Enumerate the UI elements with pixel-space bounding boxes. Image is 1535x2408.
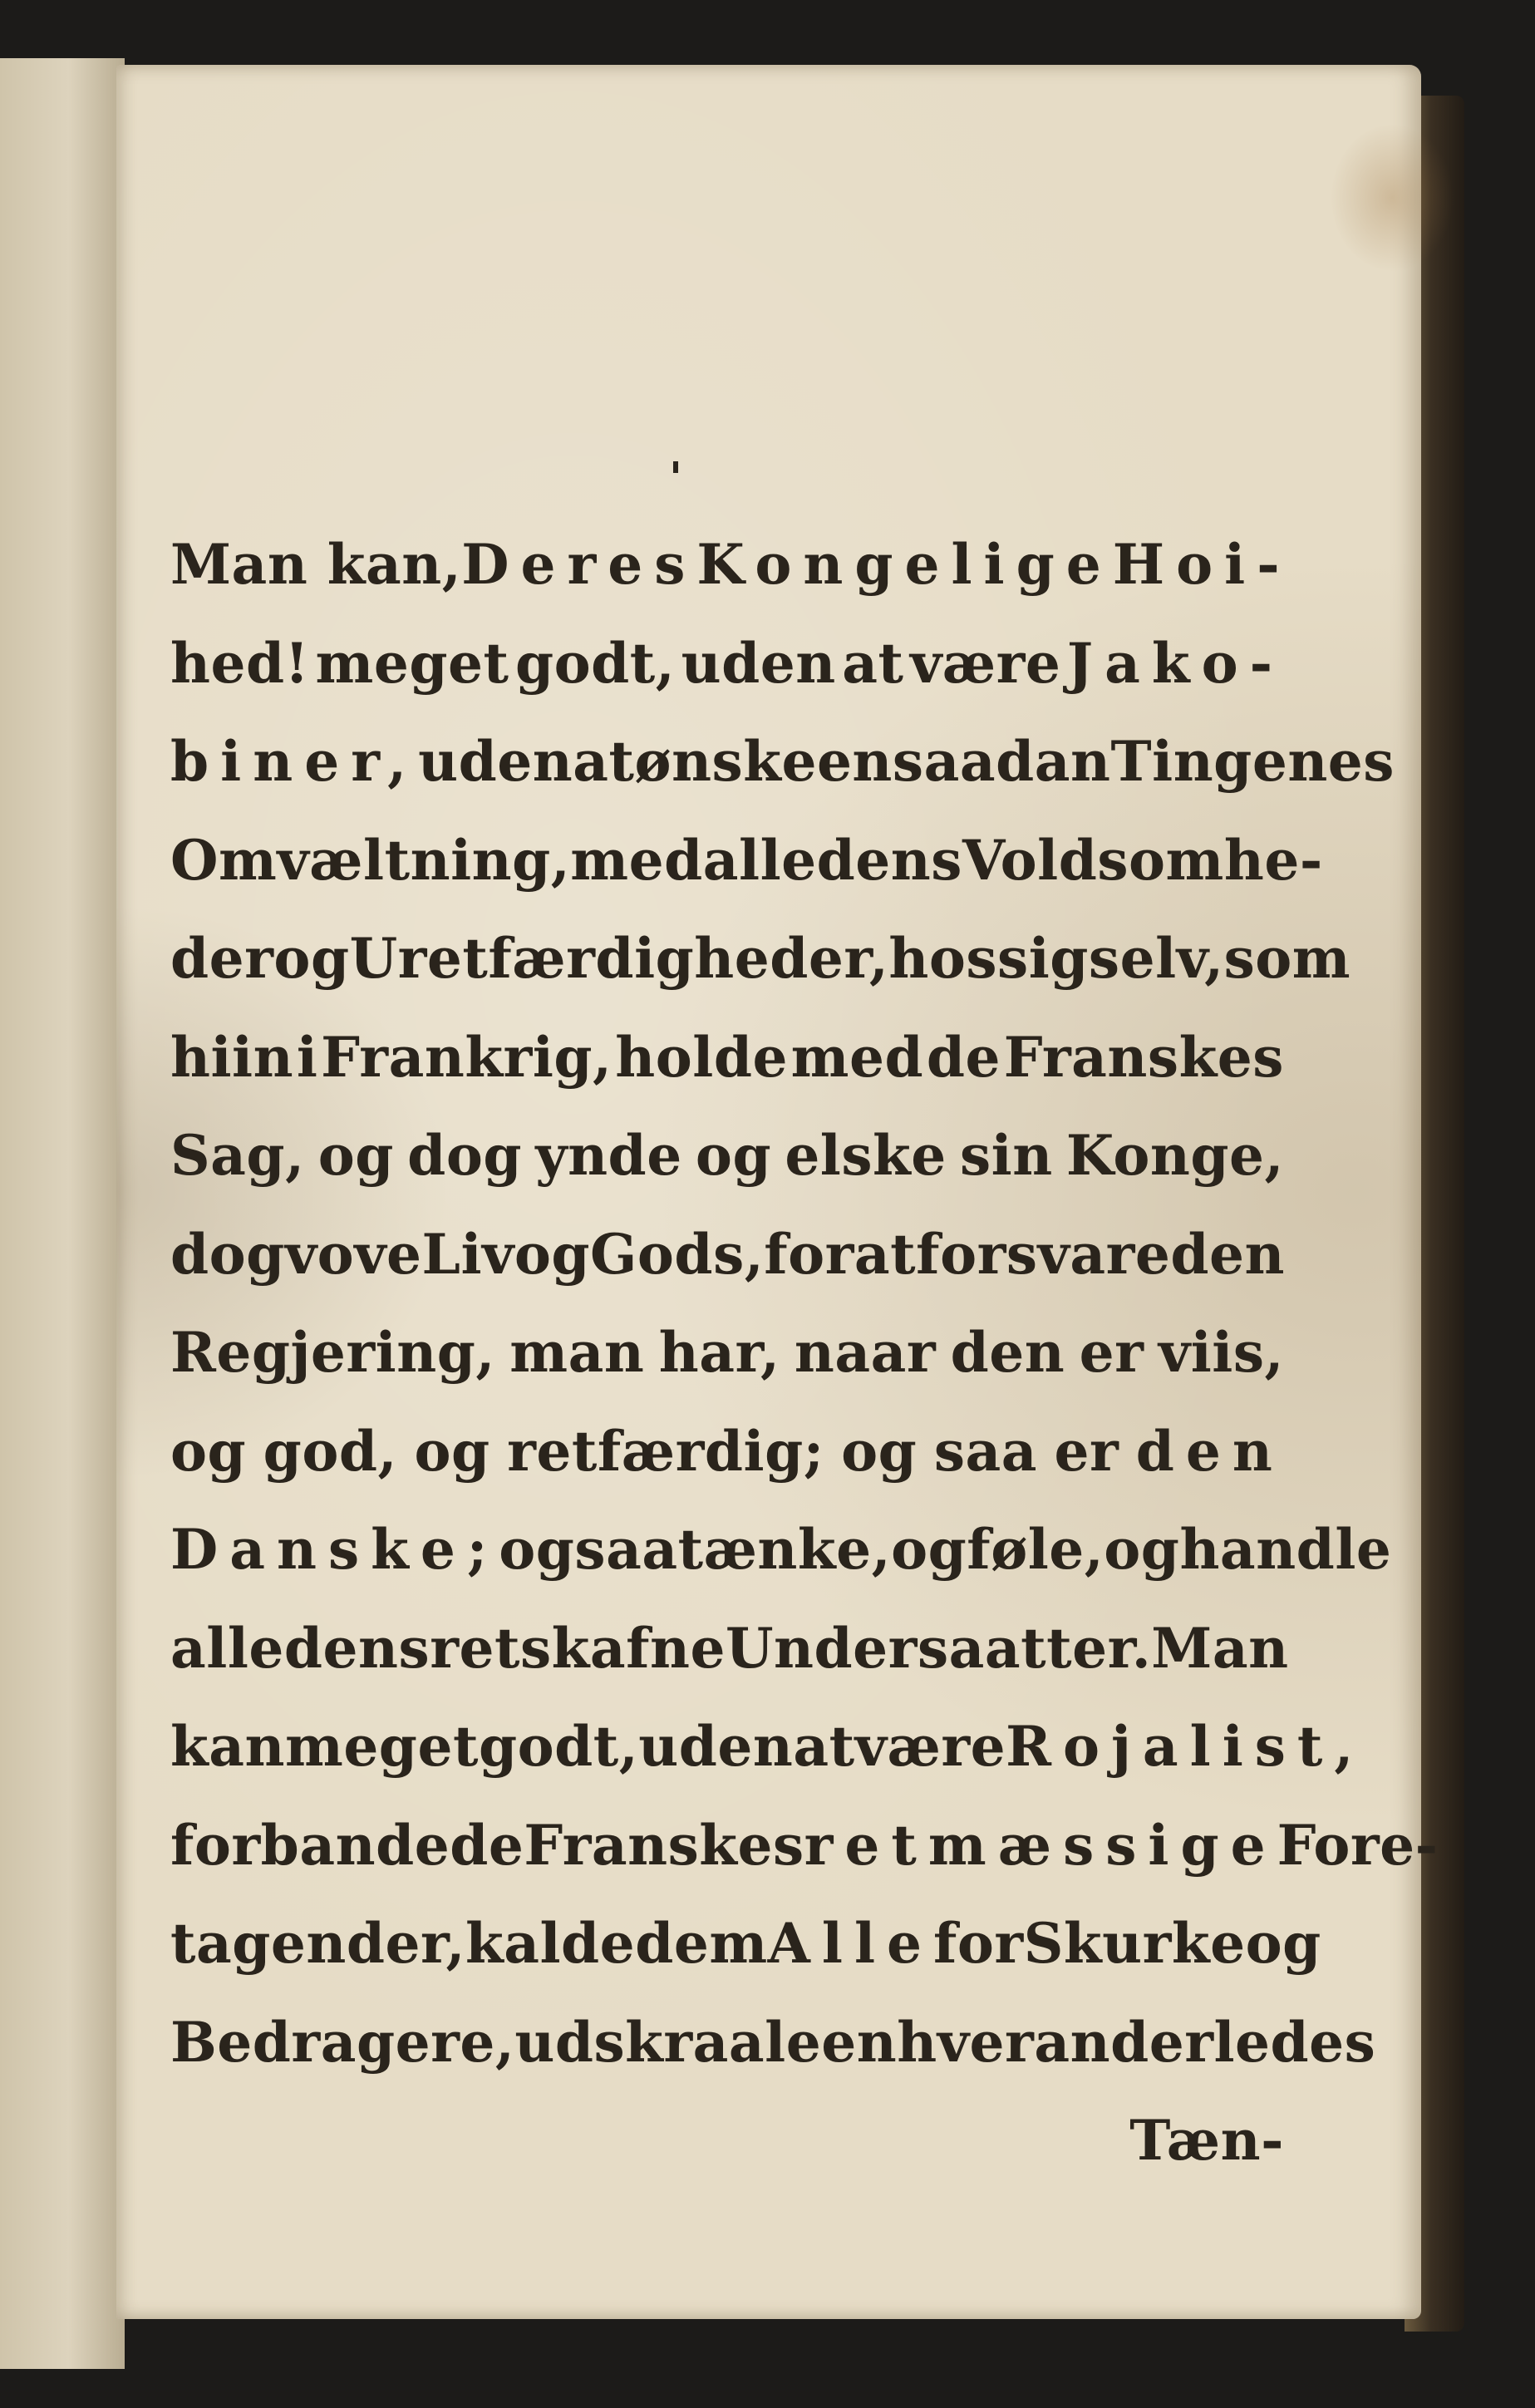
word: Fore- (1277, 1812, 1439, 1878)
word: og (1104, 1517, 1180, 1582)
word: der (170, 926, 274, 991)
word: og (514, 1221, 591, 1287)
text-line (170, 2009, 1376, 2109)
word: dem (635, 1911, 768, 1976)
word: naar (794, 1320, 937, 1385)
word: meget (315, 630, 509, 696)
left-page-edge (0, 58, 125, 2369)
word: som (1223, 926, 1351, 991)
word: er (1054, 1418, 1119, 1484)
text-line (170, 729, 1395, 828)
word: og (841, 1418, 918, 1484)
word: være (854, 1714, 1006, 1779)
word: og (170, 1418, 247, 1484)
text-line (170, 827, 1323, 927)
word: er (1079, 1320, 1144, 1385)
word: uden (418, 729, 573, 794)
word: udskraale (514, 2009, 822, 2075)
catchword-line (170, 2108, 1284, 2207)
word: at (793, 1714, 855, 1779)
word: Jako- (1066, 630, 1284, 696)
word: dog (170, 1221, 285, 1287)
text-line (170, 1222, 1284, 1321)
word: man (509, 1320, 645, 1385)
word: sig (997, 926, 1089, 991)
word: Tingenes (1110, 729, 1395, 794)
word: og (273, 926, 350, 991)
word: uden (638, 1714, 794, 1779)
word: og (1245, 1911, 1321, 1976)
word: den (950, 1320, 1065, 1385)
word: godt, (514, 630, 676, 696)
word: Konge, (1065, 1123, 1284, 1188)
word: Omvæltning, (170, 827, 571, 893)
catchword: Tæn- (1129, 2108, 1284, 2173)
word: vove (284, 1221, 422, 1287)
word: Danske; (170, 1517, 499, 1582)
word: god, (263, 1418, 397, 1484)
word: og (891, 1517, 967, 1582)
word: for (933, 1911, 1024, 1976)
word: Voldsomhe- (962, 827, 1323, 893)
word: Gods, (590, 1221, 765, 1287)
page-text (170, 532, 1439, 2207)
word: selv, (1088, 926, 1224, 991)
word: at (573, 729, 635, 794)
word: Undersaatter. (725, 1615, 1152, 1681)
word: forsvare (916, 1221, 1171, 1287)
word: med (790, 1024, 924, 1090)
text-line (170, 1419, 1284, 1518)
word: saadan (892, 729, 1111, 794)
text-line (170, 1517, 1392, 1616)
text-line (170, 631, 1284, 730)
word: har, (658, 1320, 780, 1385)
text-line (170, 1812, 1439, 1912)
word: at (854, 1221, 917, 1287)
word: hed! (170, 630, 310, 696)
word: dens (283, 1615, 430, 1681)
word: uden (681, 630, 836, 696)
word: alle (702, 827, 817, 893)
word: anderledes (1034, 2009, 1376, 2075)
ink-mark (673, 461, 678, 473)
word: for (764, 1221, 854, 1287)
word: godt, (478, 1714, 639, 1779)
word: Regjering, (170, 1320, 495, 1385)
word: elske (785, 1123, 947, 1188)
word: retmæssige (804, 1812, 1277, 1878)
word: tagender, (170, 1911, 465, 1976)
word: biner, (170, 729, 419, 794)
word: Frankrig, (321, 1024, 613, 1090)
word: saa (574, 1517, 678, 1582)
word: Rojalist, (1006, 1714, 1365, 1779)
text-line (170, 926, 1351, 1025)
word: Bedragere, (170, 2009, 515, 2075)
word: Man (1151, 1615, 1289, 1681)
word: holde (615, 1024, 788, 1090)
text-line (170, 1615, 1289, 1715)
word: handle (1179, 1517, 1392, 1582)
word: meget (284, 1714, 479, 1779)
word: kalde (465, 1911, 636, 1976)
word: og (414, 1418, 490, 1484)
word: Alle (767, 1911, 934, 1976)
paper-stain (1330, 123, 1454, 273)
word: Franskes (524, 1812, 804, 1878)
word: viis, (1158, 1320, 1284, 1385)
word: den (1170, 1221, 1286, 1287)
word: i (296, 1024, 318, 1090)
word: Liv (421, 1221, 514, 1287)
word: tænke, (677, 1517, 892, 1582)
word: forbande (170, 1812, 450, 1878)
word: retfærdig; (507, 1418, 824, 1484)
word: de (926, 1024, 1001, 1090)
word: og (695, 1123, 772, 1188)
word: Skurke (1023, 1911, 1246, 1976)
word: de (450, 1812, 524, 1878)
word: enhver (821, 2009, 1035, 2075)
word: Deres (461, 532, 697, 597)
text-line (170, 1123, 1284, 1222)
word: Sag, (170, 1123, 305, 1188)
word: saa (933, 1418, 1038, 1484)
word: hos (888, 926, 998, 991)
word: være (909, 630, 1061, 696)
word: en (816, 729, 893, 794)
word: med (570, 827, 703, 893)
word: alle (170, 1615, 284, 1681)
word: Kongelige (696, 532, 1113, 597)
text-line (170, 1714, 1365, 1813)
word: Uretfærdigheder, (349, 926, 889, 991)
word: dens (816, 827, 962, 893)
word: føle, (967, 1517, 1105, 1582)
word: retskafne (430, 1615, 726, 1681)
word: den (1135, 1418, 1284, 1484)
text-line (170, 1320, 1284, 1419)
word: hiin (170, 1024, 294, 1090)
word: sin (959, 1123, 1053, 1188)
word: Man kan, (170, 532, 462, 597)
word: Franskes (1003, 1024, 1284, 1090)
word: ønske (634, 729, 817, 794)
text-line (170, 1911, 1321, 2010)
word: dog (407, 1123, 522, 1188)
word: ynde (535, 1123, 682, 1188)
word: at (842, 630, 904, 696)
word: og (317, 1123, 394, 1188)
word: kan (170, 1714, 285, 1779)
text-line (170, 532, 1291, 631)
word: Hoi- (1112, 532, 1291, 597)
word: og (499, 1517, 575, 1582)
text-line (170, 1025, 1284, 1124)
